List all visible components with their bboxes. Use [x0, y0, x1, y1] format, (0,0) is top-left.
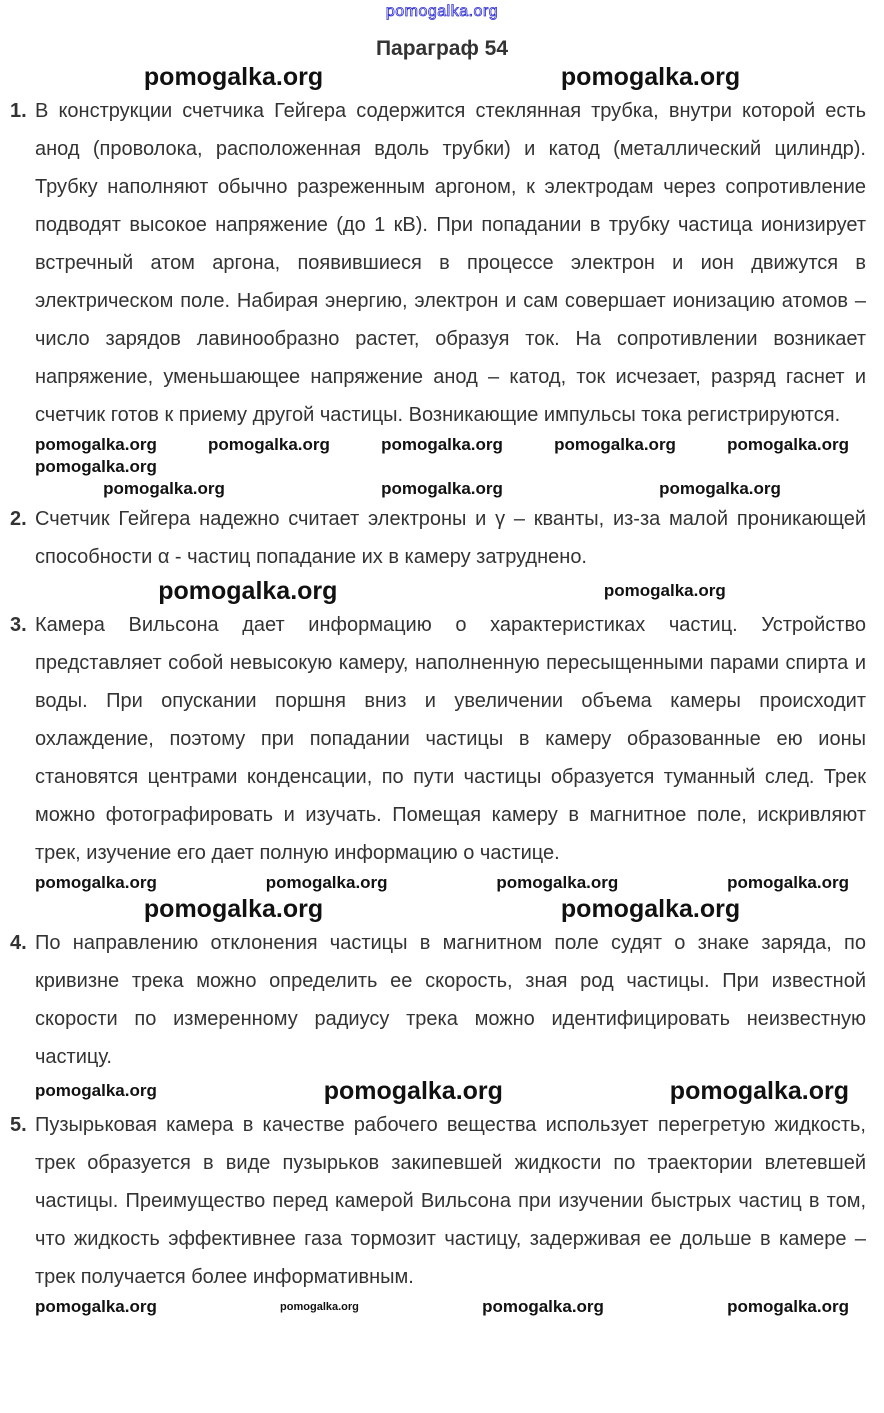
- item-1: [0, 92, 884, 434]
- item-text: В конструкции счетчика Гейгера содержится стеклянная трубка, внутри которой есть анод (проволока, расположенная вдоль трубки) и катод (металлический цилиндр). Трубку наполняют обычно разреженным аргоном, к электродам через сопротивление подводят высокое напряжение (до 1 кВ). При попадании в трубку частица ионизирует встречный атом аргона, появившиеся в процессе электрон и ион движутся в электрическом поле. Набирая энергию, электрон и сам совершает ионизацию атомов – число зарядов лавинообразно растет, образуя ток. На сопротивлении возникает напряжение, уменьшающее напряжение анод – катод, ток исчезает, разряд гаснет и счетчик готов к приему другой частицы. Возникающие импульсы тока регистрируются.: [35, 100, 866, 426]
- watermark-row: [0, 434, 884, 478]
- watermark-row: [0, 894, 884, 924]
- watermark: pomogalka.org: [158, 577, 338, 605]
- item-5: [0, 1106, 884, 1296]
- watermark: pomogalka.org: [727, 873, 849, 892]
- watermark: pomogalka.org: [35, 457, 157, 476]
- watermark: pomogalka.org: [35, 1297, 157, 1316]
- watermark: pomogalka.org: [727, 435, 849, 454]
- item-number: 5.: [10, 1114, 27, 1136]
- watermark: pomogalka.org: [208, 435, 330, 454]
- watermark: pomogalka.org: [35, 1081, 157, 1100]
- watermark: pomogalka.org: [103, 479, 225, 498]
- watermark: pomogalka.org: [35, 873, 157, 892]
- watermark-row: [0, 576, 884, 606]
- item-text: Пузырьковая камера в качестве рабочего вещества использует перегретую жидкость, трек образуется в виде пузырьков закипевшей жидкости по траектории влетевшей частицы. Преимущество перед камерой Вильсона при изучении быстрых частиц в том, что жидкость эффективнее газа тормозит частицу, задерживая ее дольше в камере – трек получается более информативным.: [35, 1114, 866, 1288]
- watermark-row: [0, 62, 884, 92]
- watermark: pomogalka.org: [381, 435, 503, 454]
- item-number: 3.: [10, 614, 27, 636]
- watermark: pomogalka.org: [669, 1077, 849, 1105]
- watermark: pomogalka.org: [603, 581, 726, 600]
- watermark-row: [0, 478, 884, 500]
- item-text: Камера Вильсона дает информацию о характеристиках частиц. Устройство представляет собой невысокую камеру, наполненную пересыщенными парами спирта и воды. При опускании поршня вниз и увеличении объема камеры происходит охлаждение, поэтому при попадании частицы в камеру образованные ею ионы становятся центрами конденсации, по пути частицы образуется туманный след. Трек можно фотографировать и изучать. Помещая камеру в магнитное поле, искривляют трек, изучение его дает полную информацию о частице.: [35, 614, 866, 864]
- item-2: [0, 500, 884, 576]
- watermark-row: [0, 1296, 884, 1318]
- page-title: Параграф 54: [375, 37, 509, 60]
- watermark: pomogalka.org: [727, 1297, 849, 1316]
- watermark: pomogalka.org: [143, 895, 324, 923]
- watermark: pomogalka.org: [280, 1301, 359, 1313]
- watermark: pomogalka.org: [659, 479, 781, 498]
- watermark: pomogalka.org: [560, 63, 741, 91]
- item-3: [0, 606, 884, 872]
- watermark: pomogalka.org: [265, 873, 388, 892]
- item-number: 2.: [10, 508, 27, 530]
- watermark-row: [0, 872, 884, 894]
- watermark: pomogalka.org: [35, 435, 157, 454]
- item-text: Счетчик Гейгера надежно считает электроны и γ – кванты, из-за малой проникающей способности α - частиц попадание их в камеру затруднено.: [35, 508, 866, 568]
- watermark: pomogalka.org: [143, 63, 324, 91]
- source-watermark: pomogalka.org: [385, 3, 499, 20]
- item-4: [0, 924, 884, 1076]
- watermark: pomogalka.org: [560, 895, 741, 923]
- item-number: 1.: [10, 100, 27, 122]
- watermark: pomogalka.org: [323, 1077, 503, 1105]
- item-number: 4.: [10, 932, 27, 954]
- watermark-row: [0, 1076, 884, 1106]
- watermark: pomogalka.org: [496, 873, 619, 892]
- item-text: По направлению отклонения частицы в магнитном поле судят о знаке заряда, по кривизне трека можно определить ее скорость, зная род частицы. При известной скорости по измеренному радиусу трека можно идентифицировать неизвестную частицу.: [35, 932, 866, 1068]
- watermark: pomogalka.org: [381, 479, 503, 498]
- watermark: pomogalka.org: [482, 1297, 604, 1316]
- watermark: pomogalka.org: [554, 435, 676, 454]
